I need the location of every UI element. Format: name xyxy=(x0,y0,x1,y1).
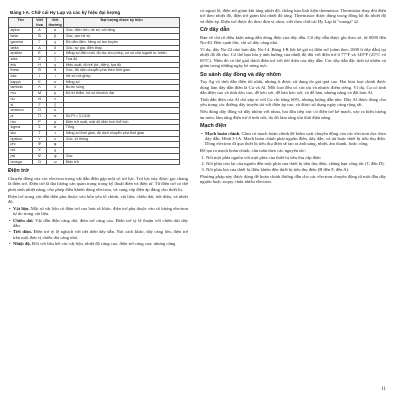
table-header-cell: Viết thường xyxy=(48,18,62,27)
table-cell: ψ xyxy=(47,153,64,159)
table-cell: σ xyxy=(47,125,64,131)
list-term: Vật liệu. xyxy=(13,205,30,211)
table-cell: γ xyxy=(47,39,64,45)
left-column xyxy=(8,8,188,248)
table-header-cell: Đại lượng được ký hiệu xyxy=(64,18,180,28)
table-cell: Z xyxy=(33,56,47,62)
section-heading-resistance: Điện trở xyxy=(8,168,29,175)
table-cell: Hằng số thời gian, độ dịch chuyển pha thời gian xyxy=(64,131,180,137)
factor-list xyxy=(8,206,188,247)
table-cell: Góc, các hệ số xyxy=(64,34,180,40)
table-cell: δ xyxy=(47,45,64,51)
table-cell: rho xyxy=(9,119,33,125)
table-cell: Φ xyxy=(33,142,47,148)
list-text: Gồm có mạch hoàn chỉnh để kiểm soát chuyển động của các electron dọc theo dây dẫn, Hình I-1A. Mạch hoàn chỉnh phải nguồn điện, dây dẫn, và tải hoặc thiết bị tiêu thụ điện. Dòng electron đi qua thiết bị tiêu thụ điện sẽ tạo ra ánh sáng, nhiệt, âm thanh, hoặc công. xyxy=(205,130,386,147)
table-cell: Π xyxy=(33,113,47,119)
table-cell: ω xyxy=(47,159,64,165)
table-cell: pi xyxy=(9,113,33,119)
table-cell: Hằng số điện môi, độ tác cho phép, cơ số của logarit tự nhiên xyxy=(64,51,180,57)
numbered-item: 1. Nối một phía nguồn với một phía của thiết bị tiêu thụ cấp điện xyxy=(206,155,386,160)
list-text: Vật dẫn điện càng dài, điện trở càng cao. Điện trở tỷ lệ thuận với chiều dài dây dẫn. xyxy=(13,217,188,229)
table-cell: ι xyxy=(47,74,64,80)
table-cell: omega xyxy=(9,159,33,165)
table-cell: Góc xyxy=(64,153,180,159)
section-heading-circuit: Mạch điện xyxy=(200,123,227,129)
table-cell: lambda xyxy=(9,85,33,91)
table-cell: eta xyxy=(9,62,33,68)
table-cell: Tổng xyxy=(64,125,180,131)
paragraph: Nếu dùng dây đồng và dây nhôm với nhau, hai đầu tiếp xúc có điện trở kế mạch, xảy ra hiện tượng ăn mòn, làm tăng điện trở ở mối nối, do đó làm tăng tổn thất điện năng. xyxy=(200,109,386,120)
table-cell: E xyxy=(33,51,47,57)
table-cell: psi xyxy=(9,153,33,159)
table-cell: Γ xyxy=(33,39,47,45)
list-term: Chiều dài. xyxy=(13,217,34,223)
table-cell: T xyxy=(33,131,47,137)
paragraph: Điện trở trong vật dẫn điện phụ thuộc vào bốn yếu tố chính, vật liệu, chiều dài, tiết diện, và nhiệt độ. xyxy=(8,193,188,204)
table-cell: sigma xyxy=(9,125,33,131)
table-header-row xyxy=(9,18,180,28)
bullet-icon: • xyxy=(9,229,11,235)
table-cell: X xyxy=(33,148,47,154)
paragraph: Chuyển động của các electron trong vật dẫn điện gặp một số trở lực. Trở lực này được gọi chung là điện trở. Điện trở là đại lượng cản quan trọng trong kỹ thuật điện và điện tử. Từ điện trở có thể phát sinh nhiệt năng, cho phép điều khiển dòng electron, và cung cấp điện áp đúng cho thiết bị. xyxy=(8,175,188,192)
table-cell: O xyxy=(33,108,47,114)
bullet-icon: • xyxy=(9,205,11,211)
table-cell: mu xyxy=(9,91,33,97)
table-cell: β xyxy=(47,34,64,40)
table-cell: Góc, sự gia, điện thay. xyxy=(64,45,180,51)
list-item xyxy=(9,241,188,247)
page-number: 11 xyxy=(381,387,386,392)
table-row xyxy=(9,159,180,165)
table-cell: Ψ xyxy=(33,153,47,159)
table-cell: ξ xyxy=(47,102,64,108)
table-cell: π xyxy=(47,113,64,119)
list-term: Nhiệt độ. xyxy=(13,241,31,247)
table-cell: Hiệu suất, độ trễ (từ, điện), tọa độ xyxy=(64,62,180,68)
table-cell: zeta xyxy=(9,56,33,62)
table-cell: Hệ số nội ghép xyxy=(64,74,180,80)
list-text: Một số vật liệu có điện trở cao hơn số khác, điện trở phụ thuộc vào số lượng electron tự do trong vật liệu. xyxy=(13,205,188,217)
numbered-list xyxy=(200,155,386,173)
paragraph: Để tạo ra mạch hoàn chỉnh, cần tuân theo các nguyên tắc: xyxy=(200,147,306,153)
table-cell: Điện trở suất, mật độ điện tích thể tích xyxy=(64,119,180,125)
bullet-icon: • xyxy=(201,130,203,136)
table-cell: ο xyxy=(47,108,64,114)
table-cell: Điện trở xyxy=(64,159,180,165)
table-cell: τ xyxy=(47,131,64,137)
table-cell: N xyxy=(33,96,47,102)
table-cell: kappa xyxy=(9,79,33,85)
paragraph: Tính dẫn điện của Al chỉ xấp xỉ với Cu chỉ bằng 60%, nhưng lượng dẫn nhẹ. Dây Al được dùng cho yêu trong các đường dây truyền tải với điện áp cao, và được sử dụng ngày càng rộng rãi. xyxy=(200,96,386,108)
table-cell: Bước sóng xyxy=(64,85,180,91)
table-cell: Tọa độ xyxy=(64,56,180,62)
table-cell: υ xyxy=(47,136,64,142)
table-cell: Λ xyxy=(33,85,47,91)
table-cell: Độ từ thẩm, hệ số khuếch đại xyxy=(64,91,180,97)
section-heading-wire-gauge: Cỡ dây dẫn xyxy=(200,27,230,34)
table-body xyxy=(9,28,180,165)
table-cell: μ xyxy=(47,91,64,97)
paragraph: Ví dụ, dây No-22 nhỏ hơn dây No-14. Bảng I-B liệt kê giá trị điện trở (ohm theo 1000 ft dây dẫn) tại nhiệt độ đã cho. Có thể bạn lưu ý ảnh hưởng của nhiệt độ đối với điện trở ở 77°F và 149°F (25°C và 65°C). Nhìn đó có thể giải thích điện trở với tiết diện của dây dẫn. Các dây dẫn đặc tính tự nhiên và giảm trong những ngày hè nóng nực. xyxy=(200,47,386,69)
section-heading-copper-aluminum: So sánh dây đồng và dây nhôm xyxy=(200,71,281,78)
table-cell: Θ xyxy=(33,68,47,74)
table-cell: delta xyxy=(9,45,33,51)
table-header-cell: Tên xyxy=(9,18,33,28)
circuit-list xyxy=(200,131,386,147)
table-cell: α xyxy=(47,28,64,34)
list-item xyxy=(9,229,188,240)
table-cell: M xyxy=(33,91,47,97)
table-cell: λ xyxy=(47,85,64,91)
table-cell: B xyxy=(33,34,47,40)
table-cell: Ξ xyxy=(33,102,47,108)
list-term: Tiết diện. xyxy=(13,229,32,235)
table-cell: Góc, điện tích, hệ số, và hằng xyxy=(64,28,180,34)
bullet-icon: • xyxy=(9,217,11,223)
table-cell: nu xyxy=(9,96,33,102)
table-cell: theta xyxy=(9,68,33,74)
greek-symbols-table xyxy=(8,17,180,165)
table-cell: κ xyxy=(47,79,64,85)
table-cell: gamma xyxy=(9,39,33,45)
table-cell: K xyxy=(33,79,47,85)
table-cell: upsilon xyxy=(9,136,33,142)
table-cell: Hằng số xyxy=(64,79,180,85)
paragraph: Bản vẽ chỉ rõ điều kiện năng dẫn dòng điện của dây dẫn. Cỡ dây dẫn được ghi theo số, từ 0000 đến No-40. Bên cạnh lớn, chỉ số dây càng nhỏ. xyxy=(200,34,386,46)
right-column xyxy=(200,8,386,186)
table-cell: ν xyxy=(47,96,64,102)
list-term: Mạch hoàn chỉnh. xyxy=(205,130,241,136)
table-cell: Ω xyxy=(33,159,47,165)
list-item xyxy=(9,205,188,217)
numbered-item: 3. Nối phía kia của thiết bị điều khiển đến thiết bị tiêu thụ điện (B đến F, đến A). xyxy=(206,167,386,172)
numbered-item: 2. Nối phía còn lại của nguồn đến một phía của thiết bị tiêu thụ điện, chẳng hạn công tắc (C đến D). xyxy=(206,161,386,166)
paragraph: có ngoại lệ, điện trở giảm khi tăng nhiệt độ, chẳng hạn linh kiện thermistor. Thermistor thay đổi điện trở theo nhiệt độ, điện trở giảm khi nhiệt độ tăng. Thermistor được dùng trong đồng hồ đo nhiệt độ và điện áp. Điện trở được đo theo đơn vị ohm, viết theo chữ cái Hy Lạp là "omega" Ω. xyxy=(200,8,386,24)
table-cell: Góc, độ dịch chuyển pha theo thời gian xyxy=(64,68,180,74)
table-cell: A xyxy=(33,28,47,34)
list-item xyxy=(9,217,188,229)
table-cell: alpha xyxy=(9,28,33,34)
table-cell: η xyxy=(47,62,64,68)
paragraph: Tuy Ag có tính dẫn điện tốt nhất, nhưng ít được sử dụng do giá quá cao. Hai kim loại chính được dùng làm dây dẫn điện là Cu và Al. Mỗi loại đều có các ưu và nhược điểm riêng. Ví dụ, Cu có tính dẫn điện cao và tính dẻo cao, dễ kéo sợi, dễ hàn kéo sợi, và dễ hàn, nhưng nặng và đắt hơn Al. xyxy=(200,79,386,95)
list-text: Đối với hầu hết các vật liệu, nhiệt độ càng cao, điện trở càng cao; nhưng cũng xyxy=(32,241,176,247)
table-cell: epsilon xyxy=(9,51,33,57)
table-cell: Δ xyxy=(33,45,47,51)
table-cell: χ xyxy=(47,148,64,154)
table-cell: ζ xyxy=(47,56,64,62)
table-cell: iota xyxy=(9,74,33,80)
table-cell: tau xyxy=(9,131,33,137)
table-cell: omicron xyxy=(9,108,33,114)
table-cell: Độ dẫn điện, hằng số lan truyền xyxy=(64,39,180,45)
table-cell: ε xyxy=(47,51,64,57)
table-cell: Σ xyxy=(33,125,47,131)
table-cell: Góc, từ thông xyxy=(64,136,180,142)
table-cell: Số Pi = 3,1416 xyxy=(64,113,180,119)
table-cell: phi xyxy=(9,142,33,148)
bullet-icon: • xyxy=(9,241,11,247)
table-cell: I xyxy=(33,74,47,80)
list-text: Điện trở tỷ lệ nghịch với tiết diện dây dẫn. Nói cách khác, dây càng lớn, điện trở trên một đơn vị chiều dài càng nhỏ. xyxy=(13,229,188,240)
table-header-cell: Viết hoa xyxy=(33,18,47,28)
table-cell: θ xyxy=(47,68,64,74)
table-cell: chi xyxy=(9,148,33,154)
table-cell: Y xyxy=(33,136,47,142)
table-cell: beta xyxy=(9,34,33,40)
table-caption: Bảng I-A. Chữ cái Hy Lạp và các ký hiệu đại lượng xyxy=(10,10,121,15)
table-cell: ρ xyxy=(47,119,64,125)
paragraph: Phương pháp này được dùng để hoàn chỉnh đường dẫn cho các electron chuyển động từ một đầu dây nguồn hoặc acquy chứa nhiều electron. xyxy=(200,173,386,185)
table-cell: φ xyxy=(47,142,64,148)
table-cell: H xyxy=(33,62,47,68)
table-cell: P xyxy=(33,119,47,125)
table-cell: xi xyxy=(9,102,33,108)
list-item xyxy=(201,130,386,147)
